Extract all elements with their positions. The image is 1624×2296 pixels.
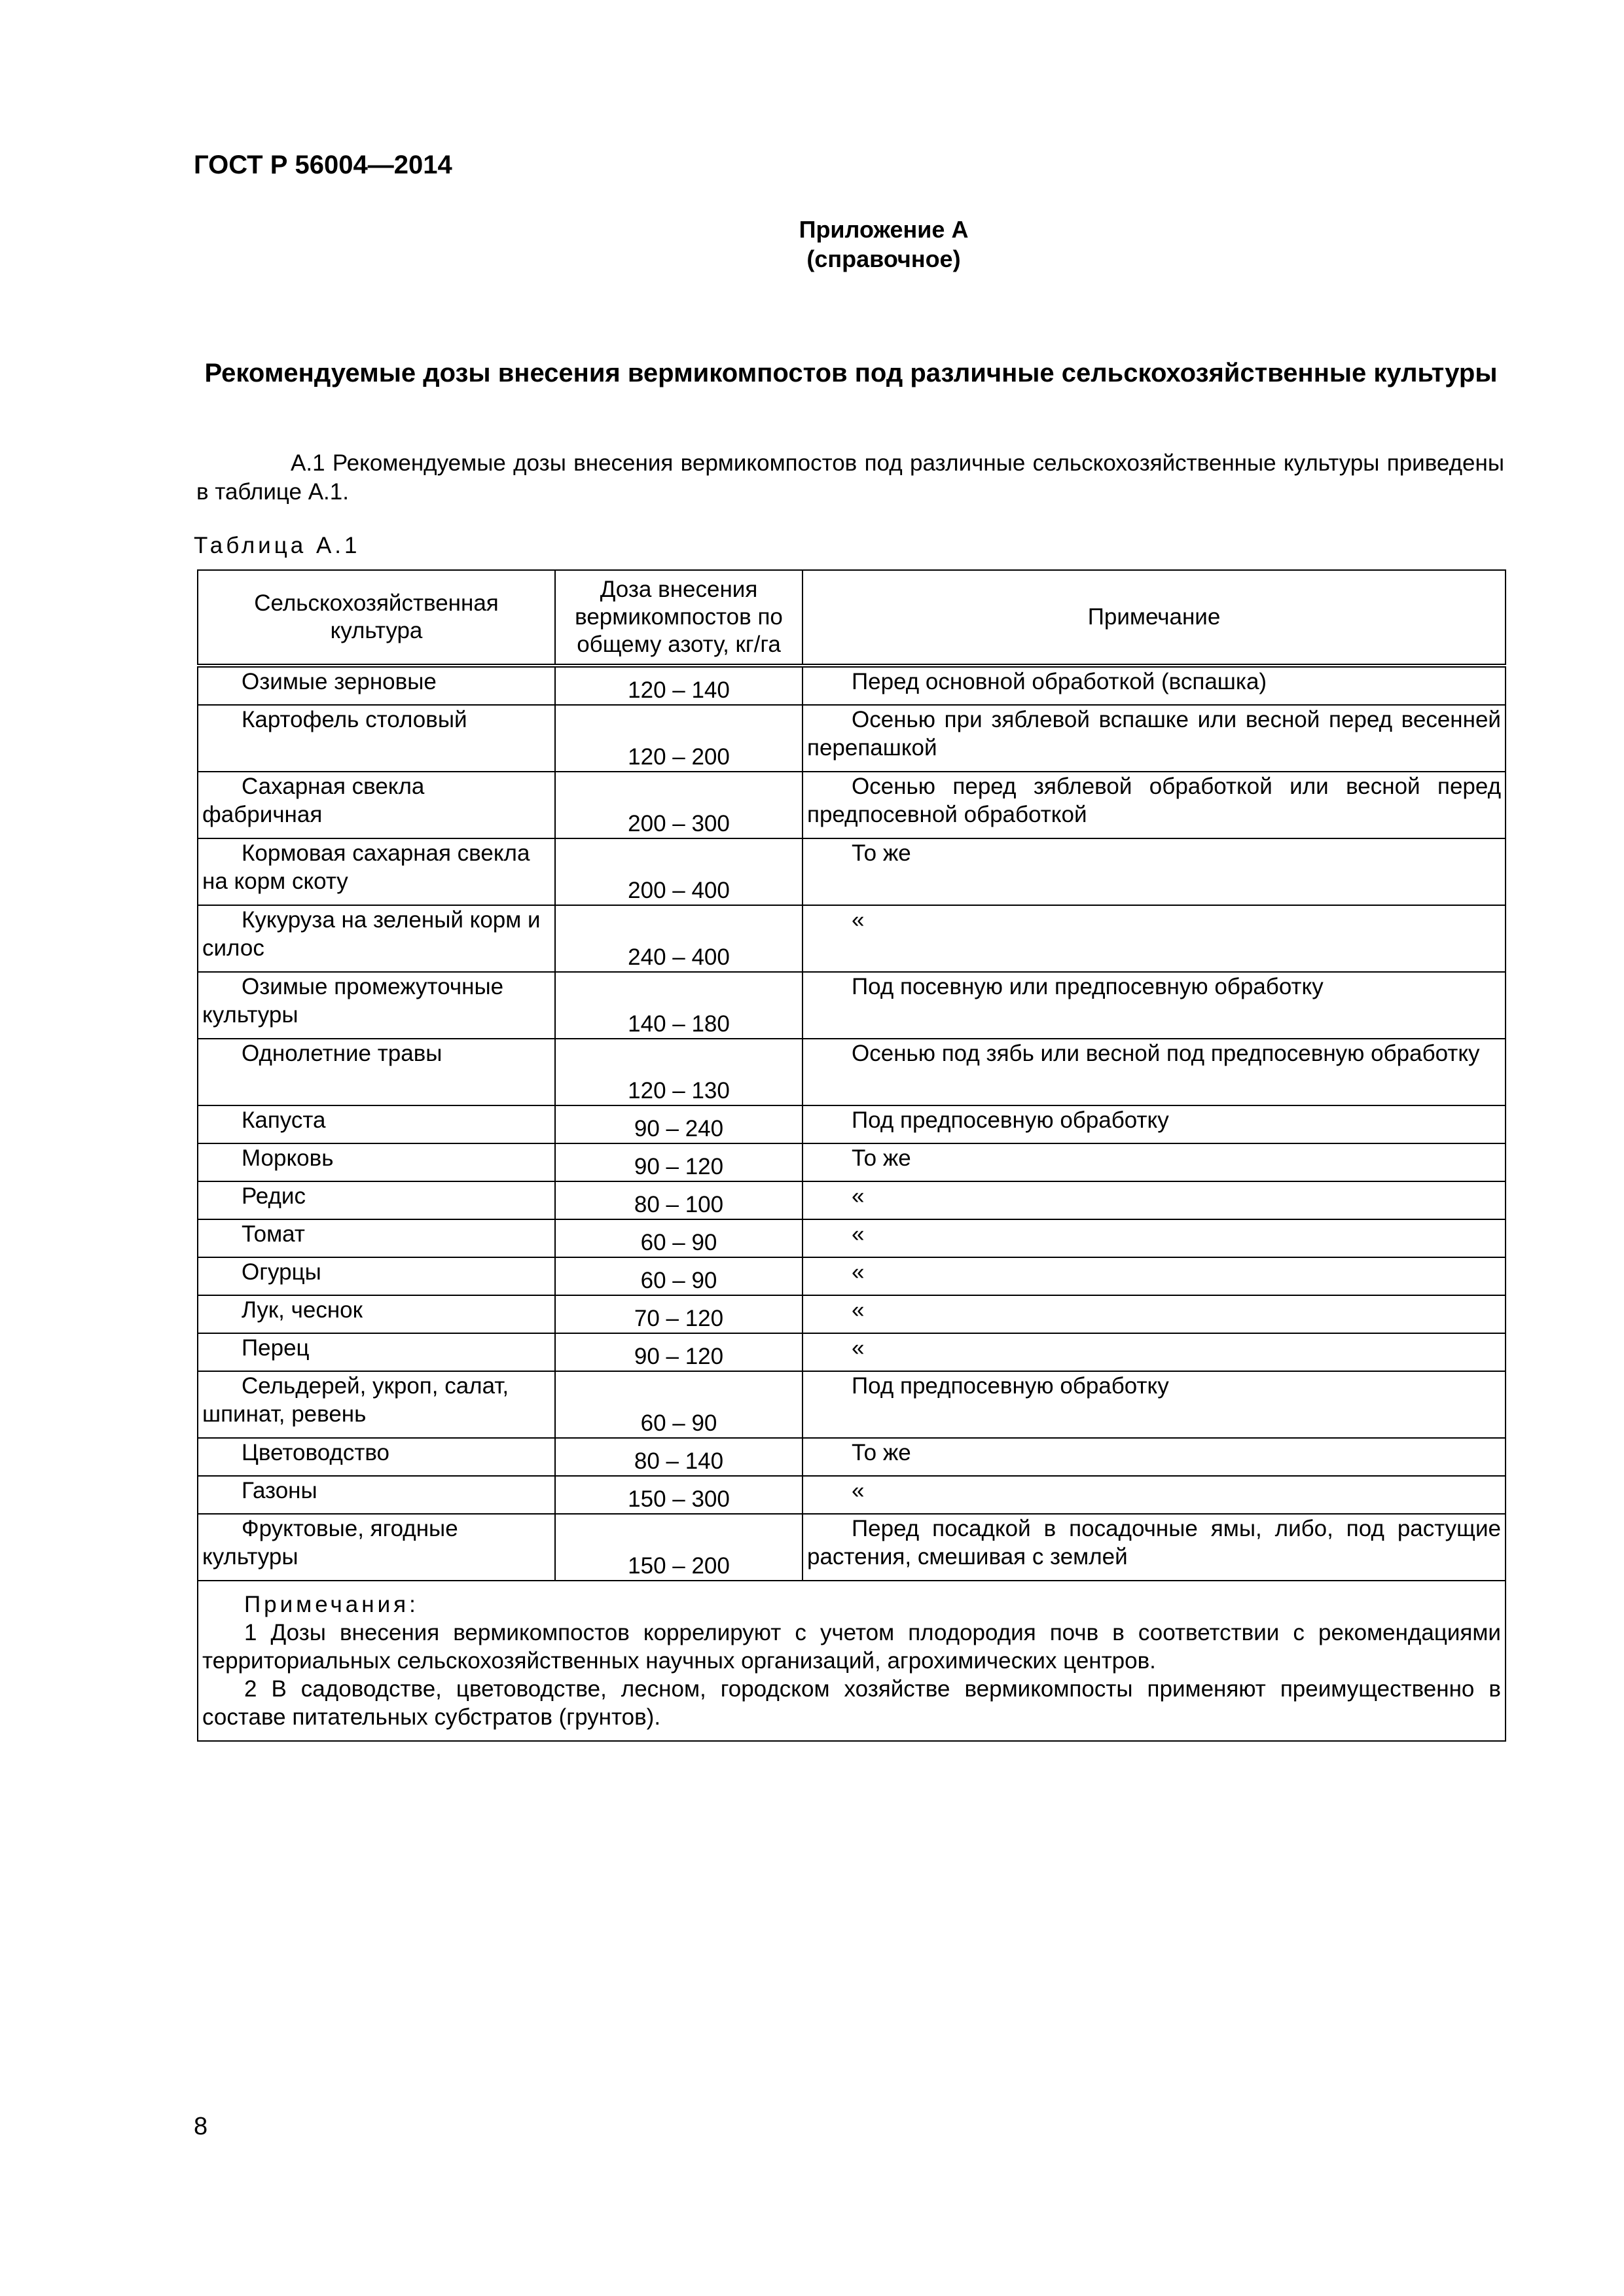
- crop-cell: Газоны: [198, 1476, 555, 1514]
- crop-cell: Сахарная свекла фабричная: [198, 772, 555, 838]
- table-row: [198, 1438, 1506, 1476]
- dose-cell: 60 – 90: [555, 1371, 803, 1438]
- table-row: [198, 1371, 1506, 1438]
- crop-cell: Цветоводство: [198, 1438, 555, 1476]
- notes-heading: Примечания:: [244, 1592, 419, 1617]
- dose-cell: 60 – 90: [555, 1219, 803, 1257]
- note-cell: Перед посадкой в посадочные ямы, либо, под растущие растения, смешивая с землей: [803, 1514, 1506, 1581]
- intro-paragraph: А.1 Рекомендуемые дозы внесения вермикомпостов под различные сельскохозяйственные культуры приведены в таблице А.1.: [196, 450, 1504, 505]
- document-code: ГОСТ Р 56004—2014: [194, 151, 452, 179]
- section-title: Рекомендуемые дозы внесения вермикомпостов под различные сельскохозяйственные культуры: [204, 359, 1498, 387]
- note-cell: Осенью под зябь или весной под предпосевную обработку: [803, 1039, 1506, 1105]
- dose-cell: 140 – 180: [555, 972, 803, 1039]
- table-row: [198, 972, 1506, 1039]
- note-cell: Под посевную или предпосевную обработку: [803, 972, 1506, 1039]
- dose-cell: 150 – 200: [555, 1514, 803, 1581]
- crop-cell: Лук, чеснок: [198, 1295, 555, 1333]
- annex-subtitle: (справочное): [806, 245, 961, 272]
- note-cell: Перед основной обработкой (вспашка): [803, 666, 1506, 705]
- note-cell: Под предпосевную обработку: [803, 1371, 1506, 1438]
- table-row: [198, 772, 1506, 838]
- crop-cell: Редис: [198, 1181, 555, 1219]
- dose-cell: 120 – 130: [555, 1039, 803, 1105]
- note-cell: То же: [803, 1438, 1506, 1476]
- table-row: [198, 1295, 1506, 1333]
- dose-cell: 240 – 400: [555, 905, 803, 972]
- crop-cell: Однолетние травы: [198, 1039, 555, 1105]
- note-cell: Осенью перед зяблевой обработкой или весной перед предпосевной обработкой: [803, 772, 1506, 838]
- note-cell: «: [803, 1257, 1506, 1295]
- crop-cell: Сельдерей, укроп, салат, шпинат, ревень: [198, 1371, 555, 1438]
- crop-cell: Картофель столовый: [198, 705, 555, 772]
- note-cell: «: [803, 1181, 1506, 1219]
- page-number: 8: [194, 2113, 208, 2140]
- table-row: [198, 705, 1506, 772]
- note-cell: «: [803, 1295, 1506, 1333]
- table-row: [198, 1105, 1506, 1143]
- dose-cell: 80 – 140: [555, 1438, 803, 1476]
- dose-cell: 90 – 120: [555, 1143, 803, 1181]
- note-cell: То же: [803, 838, 1506, 905]
- dose-cell: 200 – 300: [555, 772, 803, 838]
- dose-cell: 120 – 200: [555, 705, 803, 772]
- dose-cell: 70 – 120: [555, 1295, 803, 1333]
- table-notes-row: [198, 1581, 1506, 1741]
- table-row: [198, 838, 1506, 905]
- dose-cell: 80 – 100: [555, 1181, 803, 1219]
- note-cell: «: [803, 1333, 1506, 1371]
- table-row: [198, 1257, 1506, 1295]
- note-item: 1 Дозы внесения вермикомпостов коррелируют с учетом плодородия почв в соответствии с рекомендациями территориальных сельскохозяйственных научных организаций, агрохимических центров.: [202, 1620, 1501, 1674]
- note-cell: То же: [803, 1143, 1506, 1181]
- crop-cell: Кормовая сахарная свекла на корм скоту: [198, 838, 555, 905]
- table-notes: [198, 1581, 1506, 1741]
- note-cell: «: [803, 1476, 1506, 1514]
- table-row: [198, 666, 1506, 705]
- table-row: [198, 1143, 1506, 1181]
- note-cell: «: [803, 905, 1506, 972]
- annex-title: Приложение А: [799, 216, 969, 243]
- header-note: Примечание: [803, 570, 1506, 666]
- header-dose: Доза внесения вермикомпостов по общему азоту, кг/га: [555, 570, 803, 666]
- table-caption: Таблица А.1: [194, 533, 361, 558]
- table-row: [198, 1514, 1506, 1581]
- crop-cell: Огурцы: [198, 1257, 555, 1295]
- dose-cell: 200 – 400: [555, 838, 803, 905]
- dose-table: [197, 569, 1506, 1742]
- dose-cell: 90 – 240: [555, 1105, 803, 1143]
- table-row: [198, 1219, 1506, 1257]
- dose-cell: 150 – 300: [555, 1476, 803, 1514]
- table-row: [198, 1039, 1506, 1105]
- table-row: [198, 905, 1506, 972]
- note-cell: Осенью при зяблевой вспашке или весной перед весенней перепашкой: [803, 705, 1506, 772]
- crop-cell: Перец: [198, 1333, 555, 1371]
- dose-cell: 90 – 120: [555, 1333, 803, 1371]
- table-row: [198, 1181, 1506, 1219]
- crop-cell: Фруктовые, ягодные культуры: [198, 1514, 555, 1581]
- dose-cell: 120 – 140: [555, 666, 803, 705]
- crop-cell: Томат: [198, 1219, 555, 1257]
- table-row: [198, 1476, 1506, 1514]
- table-header-row: [198, 570, 1506, 666]
- header-crop: Сельскохозяйственная культура: [198, 570, 555, 666]
- note-item: 2 В садоводстве, цветоводстве, лесном, городском хозяйстве вермикомпосты применяют преимущественно в составе питательных субстратов (грунтов).: [202, 1676, 1501, 1730]
- crop-cell: Капуста: [198, 1105, 555, 1143]
- table-row: [198, 1333, 1506, 1371]
- crop-cell: Озимые промежуточные культуры: [198, 972, 555, 1039]
- crop-cell: Кукуруза на зеленый корм и силос: [198, 905, 555, 972]
- dose-cell: 60 – 90: [555, 1257, 803, 1295]
- note-cell: «: [803, 1219, 1506, 1257]
- note-cell: Под предпосевную обработку: [803, 1105, 1506, 1143]
- crop-cell: Озимые зерновые: [198, 666, 555, 705]
- crop-cell: Морковь: [198, 1143, 555, 1181]
